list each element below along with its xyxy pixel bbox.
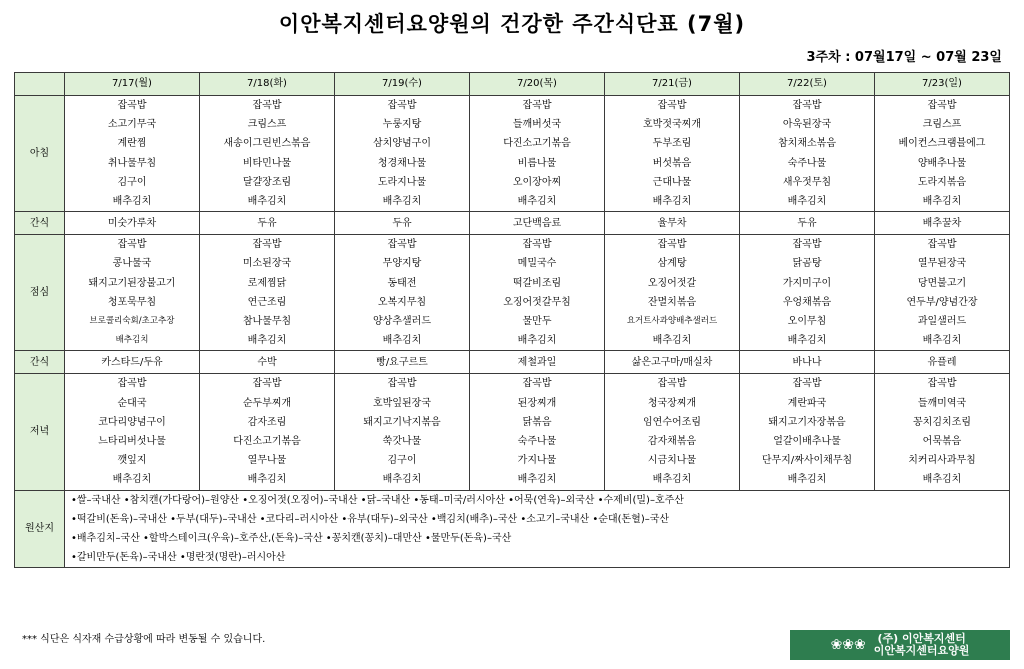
dish: 새송이그린빈스볶음 [223,138,311,150]
dish: 참치채소볶음 [778,138,836,150]
dish: 잔멸치볶음 [647,296,697,308]
dish: 청경채나물 [377,157,427,169]
dinner-cell [335,374,470,490]
dish: 배추김치 [382,474,422,486]
dish: 잡곡밥 [792,378,822,390]
day-header-row [15,73,1010,96]
breakfast-cell [200,96,335,212]
dish: 단무지/짜사이채무침 [761,455,853,467]
dish: 우엉채볶음 [782,296,832,308]
dish: 배추김치 [247,474,287,486]
dish: 근대나물 [652,176,692,188]
dish: 새우젓무침 [782,176,832,188]
dish: 도라지나물 [377,176,427,188]
dish: 도라지볶음 [917,176,967,188]
dish: 잡곡밥 [117,100,147,111]
dish: 돼지고기자장볶음 [768,416,846,428]
dish: 돼지고기된장불고기 [88,277,176,289]
lunch-cell [740,235,875,351]
meal-label-dinner: 저녁 [15,374,65,490]
lunch-cell [470,235,605,351]
dish: 잡곡밥 [657,239,687,251]
dish: 느타리버섯나물 [98,436,166,448]
dish: 다진소고기볶음 [503,138,571,150]
dish: 배추김치 [517,474,557,486]
origin-line: •배추김치–국산 •할박스테이크(우육)–호주산,(돈육)–국산 •꽁치캔(꽁치)–대만산 •물만두(돈육)–국산 [71,533,512,545]
dish: 잡곡밥 [252,378,282,390]
dish: 배추김치 [517,335,557,347]
dish: 숙주나물 [787,157,827,169]
dish: 다진소고기볶음 [233,436,301,448]
snack-cell: 바나나 [740,351,875,374]
snack-cell: 삶은고구마/매실차 [605,351,740,374]
dish: 연근조림 [247,296,287,308]
dish: 들깨미역국 [917,397,967,409]
breakfast-cell [740,96,875,212]
dish: 배추김치 [922,196,962,208]
dish: 잡곡밥 [522,378,552,390]
lunch-row [15,235,1010,351]
lunch-cell [200,235,335,351]
dish: 순두부찌개 [242,397,292,409]
snack-cell: 두유 [335,212,470,235]
dish: 로제찜닭 [247,277,287,289]
dish: 비타민나물 [242,157,292,169]
dish: 쑥갓나물 [382,436,422,448]
dish: 김구이 [387,455,417,467]
breakfast-cell [65,96,200,212]
day-header: 7/19(수) [335,73,470,96]
dish: 배추김치 [115,335,149,346]
dish: 잡곡밥 [117,378,147,390]
breakfast-cell [335,96,470,212]
lunch-cell [335,235,470,351]
dish: 잡곡밥 [387,239,417,251]
dish: 청포묵무침 [107,296,157,308]
dish: 계란찜 [117,138,147,150]
dish: 배추김치 [922,335,962,347]
dinner-cell [740,374,875,490]
dish: 열무나물 [247,455,287,467]
footnote: *** 식단은 식자재 수급상황에 따라 변동될 수 있습니다. [22,634,266,645]
dish: 감자채볶음 [647,436,697,448]
snack1-row [15,212,1010,235]
dish: 잡곡밥 [252,239,282,251]
dish: 배추김치 [247,196,287,208]
dish: 청국장찌개 [647,397,697,409]
dish: 잡곡밥 [792,100,822,111]
snack-cell: 고단백음료 [470,212,605,235]
dinner-cell [65,374,200,490]
dish: 미소된장국 [242,258,292,270]
snack-cell: 제철과일 [470,351,605,374]
dish: 된장찌개 [517,397,557,409]
dish: 배추김치 [652,474,692,486]
dish: 깻잎지 [117,455,147,467]
dish: 무양지탕 [382,258,422,270]
dish: 감자조림 [247,416,287,428]
dinner-cell [605,374,740,490]
dish: 달걀장조림 [242,176,292,188]
dinner-cell [200,374,335,490]
dish: 순대국 [117,397,147,409]
dish: 김구이 [117,176,147,188]
snack-cell: 율무차 [605,212,740,235]
meal-label-snack: 간식 [15,212,65,235]
dish: 치커리사과무침 [908,455,976,467]
meal-label-breakfast: 아침 [15,96,65,212]
dish: 잡곡밥 [657,100,687,111]
snack-cell: 유플레 [875,351,1010,374]
dish: 양배추나물 [917,157,967,169]
dish: 잡곡밥 [387,378,417,390]
dish: 배추김치 [652,335,692,347]
dish: 양상추샐러드 [373,316,431,328]
dish: 오이장아찌 [512,176,562,188]
dish: 배추김치 [112,196,152,208]
logo-text [874,633,970,657]
dish: 코다리양념구이 [98,416,166,428]
dish: 잡곡밥 [792,239,822,251]
dish: 배추김치 [382,335,422,347]
dish: 잡곡밥 [927,378,957,390]
dish: 삼계탕 [657,258,687,270]
dish: 잡곡밥 [927,100,957,111]
dish: 배추김치 [382,196,422,208]
lunch-cell [605,235,740,351]
breakfast-row [15,96,1010,212]
origin-info [65,490,1010,568]
dinner-cell [875,374,1010,490]
dish: 돼지고기낙지볶음 [363,416,441,428]
dish: 잡곡밥 [927,239,957,251]
dish: 삼치양념구이 [373,138,431,150]
dish: 참나물무침 [242,316,292,328]
center-logo [790,630,1010,660]
breakfast-cell [605,96,740,212]
dish: 배추김치 [112,474,152,486]
dish: 콩나물국 [112,258,152,270]
dish: 닭곰탕 [792,258,822,270]
origin-row [15,490,1010,568]
dish: 요거트사과양배추샐러드 [626,316,718,327]
menu-table [14,72,1010,568]
origin-line: •떡갈비(돈육)–국내산 •두부(대두)–국내산 •코다리–러시아산 •유부(대두)–외국산 •백김치(배추)–국산 •소고기–국내산 •순대(돈혈)–국산 [71,513,670,525]
snack2-row [15,351,1010,374]
dish: 취나물무침 [107,157,157,169]
dish: 열무된장국 [917,258,967,270]
snack-cell: 수박 [200,351,335,374]
dish: 메밀국수 [517,258,557,270]
dish: 아욱된장국 [782,119,832,131]
dish: 어묵볶음 [922,436,962,448]
dish: 크림스프 [247,119,287,131]
dish: 배추김치 [787,335,827,347]
dish: 배추김치 [517,196,557,208]
breakfast-cell [470,96,605,212]
snack-cell: 카스타드/두유 [65,351,200,374]
dish: 가지미구이 [782,277,832,289]
day-header: 7/22(토) [740,73,875,96]
dish: 얼갈이배추나물 [773,436,841,448]
dish: 들깨버섯국 [512,119,562,131]
dish: 물만두 [522,316,552,328]
dish: 임연수어조림 [643,416,701,428]
flower-logo-icon: ❀❀❀ [830,637,866,653]
snack-cell: 두유 [740,212,875,235]
dish: 오징어젓갈무침 [503,296,571,308]
dinner-cell [470,374,605,490]
dinner-row [15,374,1010,490]
dish: 배추김치 [652,196,692,208]
logo-line1: (주) 이안복지센터 [877,632,966,645]
dish: 잡곡밥 [657,378,687,390]
dish: 비름나물 [517,157,557,169]
origin-line: •쌀–국내산 •참치캔(가다랑어)–원양산 •오징어젓(오징어)–국내산 •닭–국내산 •동태–미국/러시아산 •어묵(연육)–외국산 •수제비(밀)–호주산 [71,494,684,506]
dish: 버섯볶음 [652,157,692,169]
dish: 호박잎된장국 [373,397,431,409]
dish: 오복지무침 [377,296,427,308]
origin-line: •갈비만두(돈육)–국내산 •명란젓(명란)–러시아산 [71,552,286,564]
dish: 닭볶음 [522,416,552,428]
dish: 누룽지탕 [382,119,422,131]
snack-cell: 두유 [200,212,335,235]
dish: 잡곡밥 [252,100,282,111]
dish: 숙주나물 [517,436,557,448]
dish: 소고기무국 [107,119,157,131]
dish: 오징어젓갈 [647,277,697,289]
day-header: 7/17(월) [65,73,200,96]
lunch-cell [65,235,200,351]
day-header: 7/23(일) [875,73,1010,96]
dish: 연두부/양념간장 [906,296,978,308]
snack-cell: 빵/요구르트 [335,351,470,374]
dish: 베이컨스크램블에그 [898,138,986,150]
dish: 호박젓국찌개 [643,119,701,131]
corner-cell [15,73,65,96]
page-title: 이안복지센터요양원의 건강한 주간식단표 (7월) [278,12,746,36]
lunch-cell [875,235,1010,351]
snack-cell: 배추꿀차 [875,212,1010,235]
dish: 떡갈비조림 [512,277,562,289]
dish: 잡곡밥 [387,100,417,111]
breakfast-cell [875,96,1010,212]
day-header: 7/18(화) [200,73,335,96]
dish: 시금치나물 [647,455,697,467]
dish: 잡곡밥 [117,239,147,251]
dish: 가지나물 [517,455,557,467]
dish: 배추김치 [922,474,962,486]
dish: 브로콜리숙회/초고추장 [89,316,175,327]
dish: 계란파국 [787,397,827,409]
dish: 두부조림 [652,138,692,150]
dish: 잡곡밥 [522,239,552,251]
dish: 동태전 [387,277,417,289]
day-header: 7/20(목) [470,73,605,96]
dish: 오이무침 [787,316,827,328]
origin-label: 원산지 [15,490,65,568]
dish: 꽁치김치조림 [913,416,971,428]
dish: 배추김치 [247,335,287,347]
meal-label-lunch: 점심 [15,235,65,351]
dish: 잡곡밥 [522,100,552,111]
snack-cell: 미숫가루차 [65,212,200,235]
meal-label-snack: 간식 [15,351,65,374]
dish: 배추김치 [787,474,827,486]
logo-line2: 이안복지센터요양원 [873,644,970,657]
week-range: 3주차 : 07월17일 ~ 07월 23일 [806,50,1002,65]
dish: 배추김치 [787,196,827,208]
dish: 당면불고기 [917,277,967,289]
dish: 크림스프 [922,119,962,131]
dish: 과일샐러드 [917,316,967,328]
day-header: 7/21(금) [605,73,740,96]
